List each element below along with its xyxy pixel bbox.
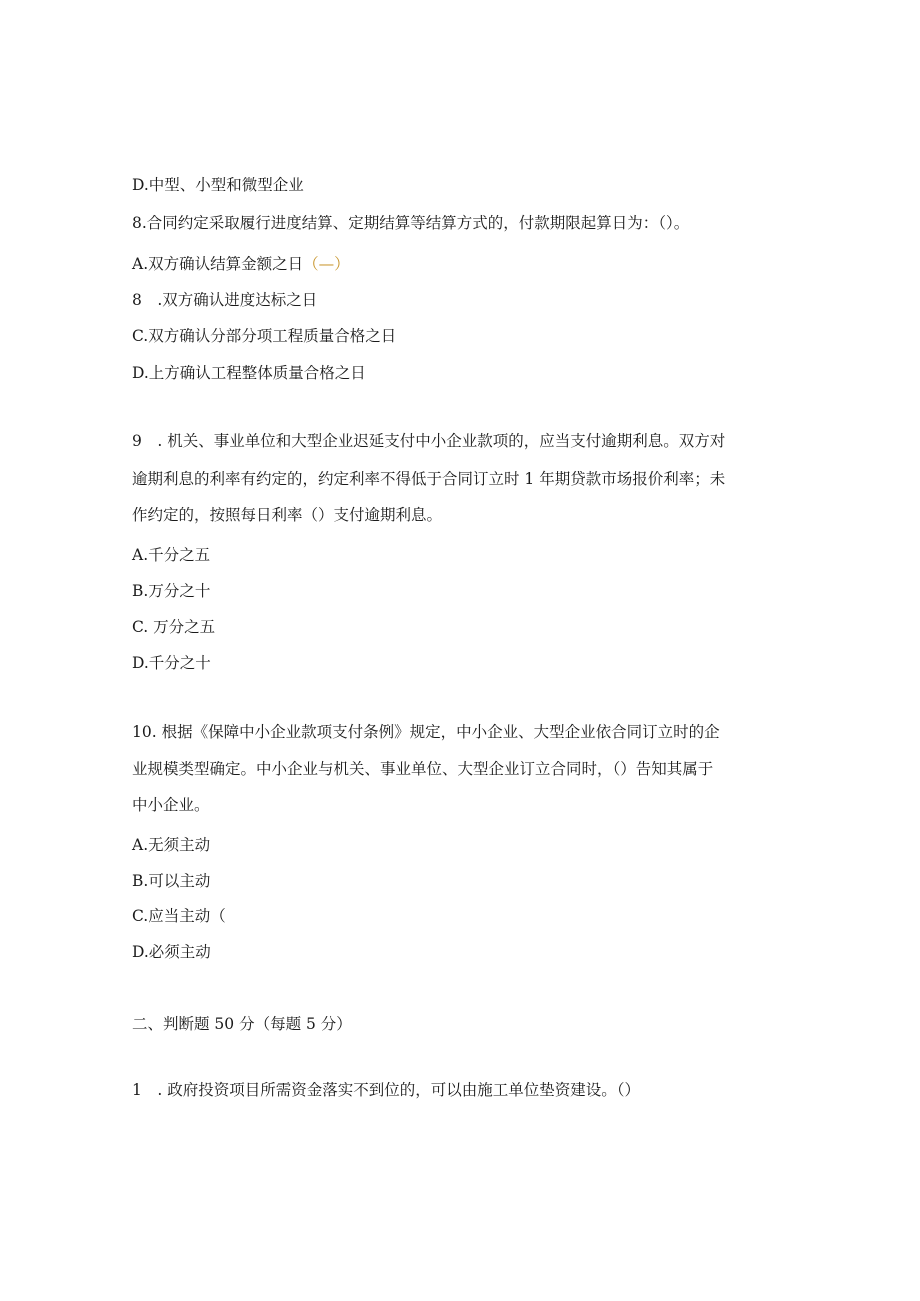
question-10-stem-line-3: 中小企业。 [132, 796, 210, 814]
question-10-option-a: A.无须主动 [132, 836, 211, 854]
question-10-stem-line-2: 业规模类型确定。中小企业与机关、事业单位、大型企业订立合同时，（）告知其属于 [132, 760, 714, 778]
question-10-option-b: B.可以主动 [132, 872, 211, 890]
question-9-option-a: A.千分之五 [132, 546, 211, 564]
question-8-option-a-text: A.双方确认结算金额之日 [132, 255, 304, 273]
question-8-option-b: 8 .双方确认进度达标之日 [132, 291, 318, 309]
question-10-option-c: C.应当主动（ [132, 907, 226, 925]
question-10-stem-line-1: 10. 根据《保障中小企业款项支付条例》规定，中小企业、大型企业依合同订立时的企 [132, 723, 720, 741]
section-2-question-1: 1 . 政府投资项目所需资金落实不到位的，可以由施工单位垫资建设。（） [132, 1081, 640, 1099]
question-8-stem: 8.合同约定采取履行进度结算、定期结算等结算方式的，付款期限起算日为：（）。 [132, 214, 690, 232]
question-9-option-b: B.万分之十 [132, 582, 211, 600]
question-9-stem-line-2: 逾期利息的利率有约定的，约定利率不得低于合同订立时 1 年期贷款市场报价利率；未 [132, 470, 726, 488]
question-8-option-c: C.双方确认分部分项工程质量合格之日 [132, 327, 397, 345]
question-7-option-d: D.中型、小型和微型企业 [132, 176, 304, 194]
section-2-heading: 二、判断题 50 分（每题 5 分） [132, 1015, 352, 1033]
question-9-option-d: D.千分之十 [132, 654, 211, 672]
question-10-option-d: D.必须主动 [132, 943, 211, 961]
question-8-option-a [132, 254, 350, 274]
question-9-stem-line-3: 作约定的，按照每日利率（）支付逾期利息。 [132, 506, 443, 524]
question-8-option-d: D.上方确认工程整体质量合格之日 [132, 364, 366, 382]
question-9-stem-line-1: 9 . 机关、事业单位和大型企业迟延支付中小企业款项的，应当支付逾期利息。双方对 [132, 432, 726, 450]
question-8-option-a-mark: （—） [303, 255, 350, 273]
question-9-option-c: C. 万分之五 [132, 618, 216, 636]
